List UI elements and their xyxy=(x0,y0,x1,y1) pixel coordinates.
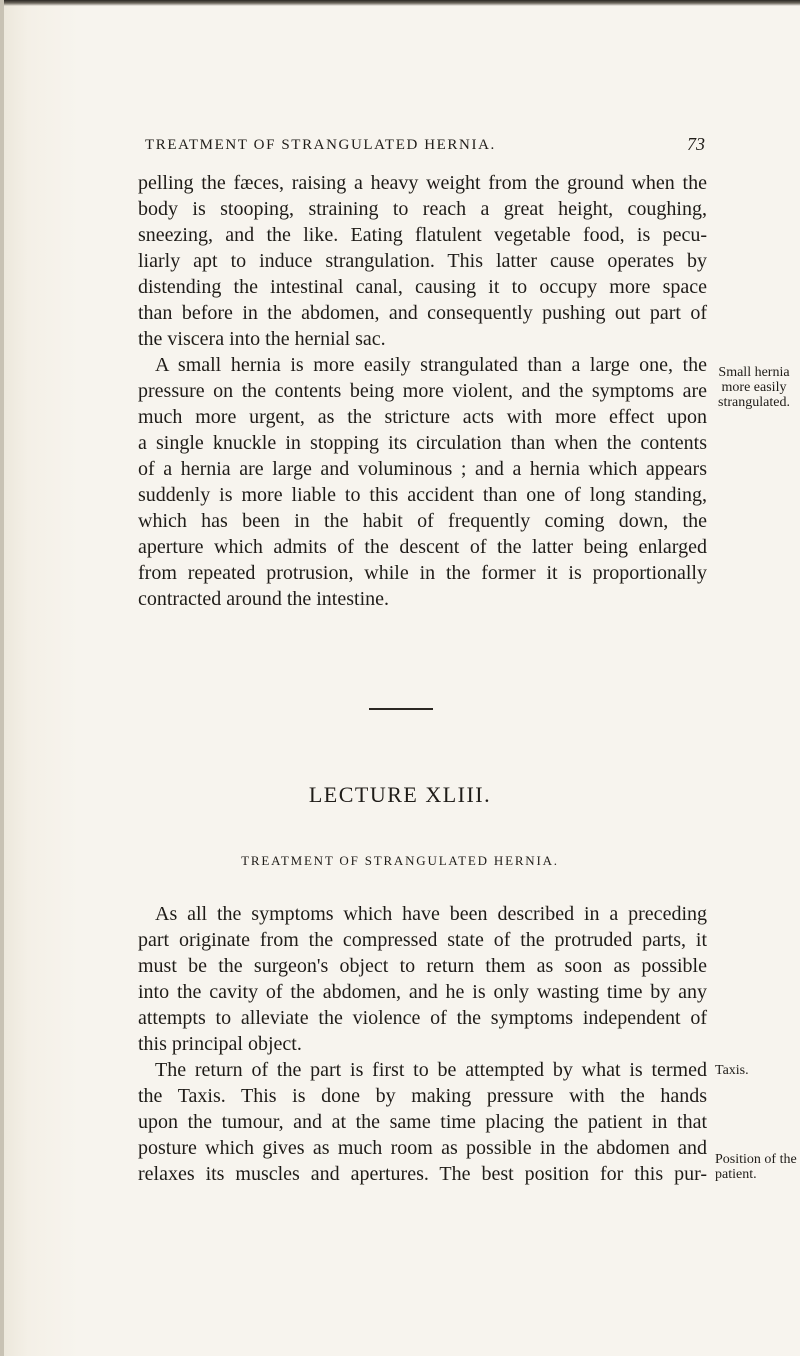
text-line: liarly apt to induce strangulation. This latter cause operates by xyxy=(138,250,707,272)
text-line: A small hernia is more easily strangulated than a large one, the xyxy=(155,354,707,376)
text-line: contracted around the intestine. xyxy=(138,588,390,610)
margin-note-taxis xyxy=(715,1063,799,1078)
text-line: sneezing, and the like. Eating flatulent vegetable food, is pecu- xyxy=(138,224,707,246)
text-line: part originate from the compressed state of the protruded parts, it xyxy=(138,929,707,951)
text-line: aperture which admits of the descent of the latter being enlarged xyxy=(138,536,707,558)
text-line: the Taxis. This is done by making pressure with the hands xyxy=(138,1085,707,1107)
text-line: pressure on the contents being more violent, and the symptoms are xyxy=(138,380,707,402)
running-head-title: TREATMENT OF STRANGULATED HERNIA. xyxy=(145,137,496,153)
margin-note-line: Taxis. xyxy=(715,1063,749,1078)
margin-note-line: strangulated. xyxy=(718,395,790,410)
margin-note-small-hernia xyxy=(712,365,796,410)
scan-top-edge xyxy=(0,0,800,6)
scan-left-edge xyxy=(0,0,4,1356)
text-line: this principal object. xyxy=(138,1033,302,1055)
text-line: than before in the abdomen, and consequently pushing out part of xyxy=(138,302,707,324)
text-line: a single knuckle in stopping its circulation than when the contents xyxy=(138,432,707,454)
text-line: As all the symptoms which have been described in a preceding xyxy=(155,903,707,925)
margin-note-line: Small hernia xyxy=(718,365,790,380)
text-line: of a hernia are large and voluminous ; and a hernia which appears xyxy=(138,458,707,480)
text-line: attempts to alleviate the violence of the symptoms independent of xyxy=(138,1007,707,1029)
margin-note-position xyxy=(715,1152,799,1182)
section-divider-rule xyxy=(369,708,433,710)
text-line: The return of the part is first to be attempted by what is termed xyxy=(155,1059,707,1081)
margin-note-line: patient. xyxy=(715,1167,757,1182)
margin-note-line: more easily xyxy=(721,380,787,395)
text-line: the viscera into the hernial sac. xyxy=(138,328,386,350)
page-number: 73 xyxy=(687,134,705,154)
text-line: posture which gives as much room as possible in the abdomen and xyxy=(138,1137,707,1159)
running-head xyxy=(145,134,705,158)
text-line: upon the tumour, and at the same time placing the patient in that xyxy=(138,1111,707,1133)
lecture-heading: LECTURE XLIII. xyxy=(308,782,492,807)
text-line: pelling the fæces, raising a heavy weight from the ground when the xyxy=(138,172,707,194)
text-line: into the cavity of the abdomen, and he is only wasting time by any xyxy=(138,981,707,1003)
text-line: much more urgent, as the stricture acts with more effect upon xyxy=(138,406,707,428)
text-line: must be the surgeon's object to return them as soon as possible xyxy=(138,955,707,977)
text-line: suddenly is more liable to this accident than one of long standing, xyxy=(138,484,707,506)
text-line: from repeated protrusion, while in the former it is proportionally xyxy=(138,562,707,584)
text-line: relaxes its muscles and apertures. The best position for this pur- xyxy=(138,1163,707,1185)
text-line: distending the intestinal canal, causing it to occupy more space xyxy=(138,276,707,298)
text-line: which has been in the habit of frequently coming down, the xyxy=(138,510,707,532)
section-heading: TREATMENT OF STRANGULATED HERNIA. xyxy=(241,853,559,868)
margin-note-line: Position of the xyxy=(715,1152,797,1167)
text-line: body is stooping, straining to reach a great height, coughing, xyxy=(138,198,707,220)
